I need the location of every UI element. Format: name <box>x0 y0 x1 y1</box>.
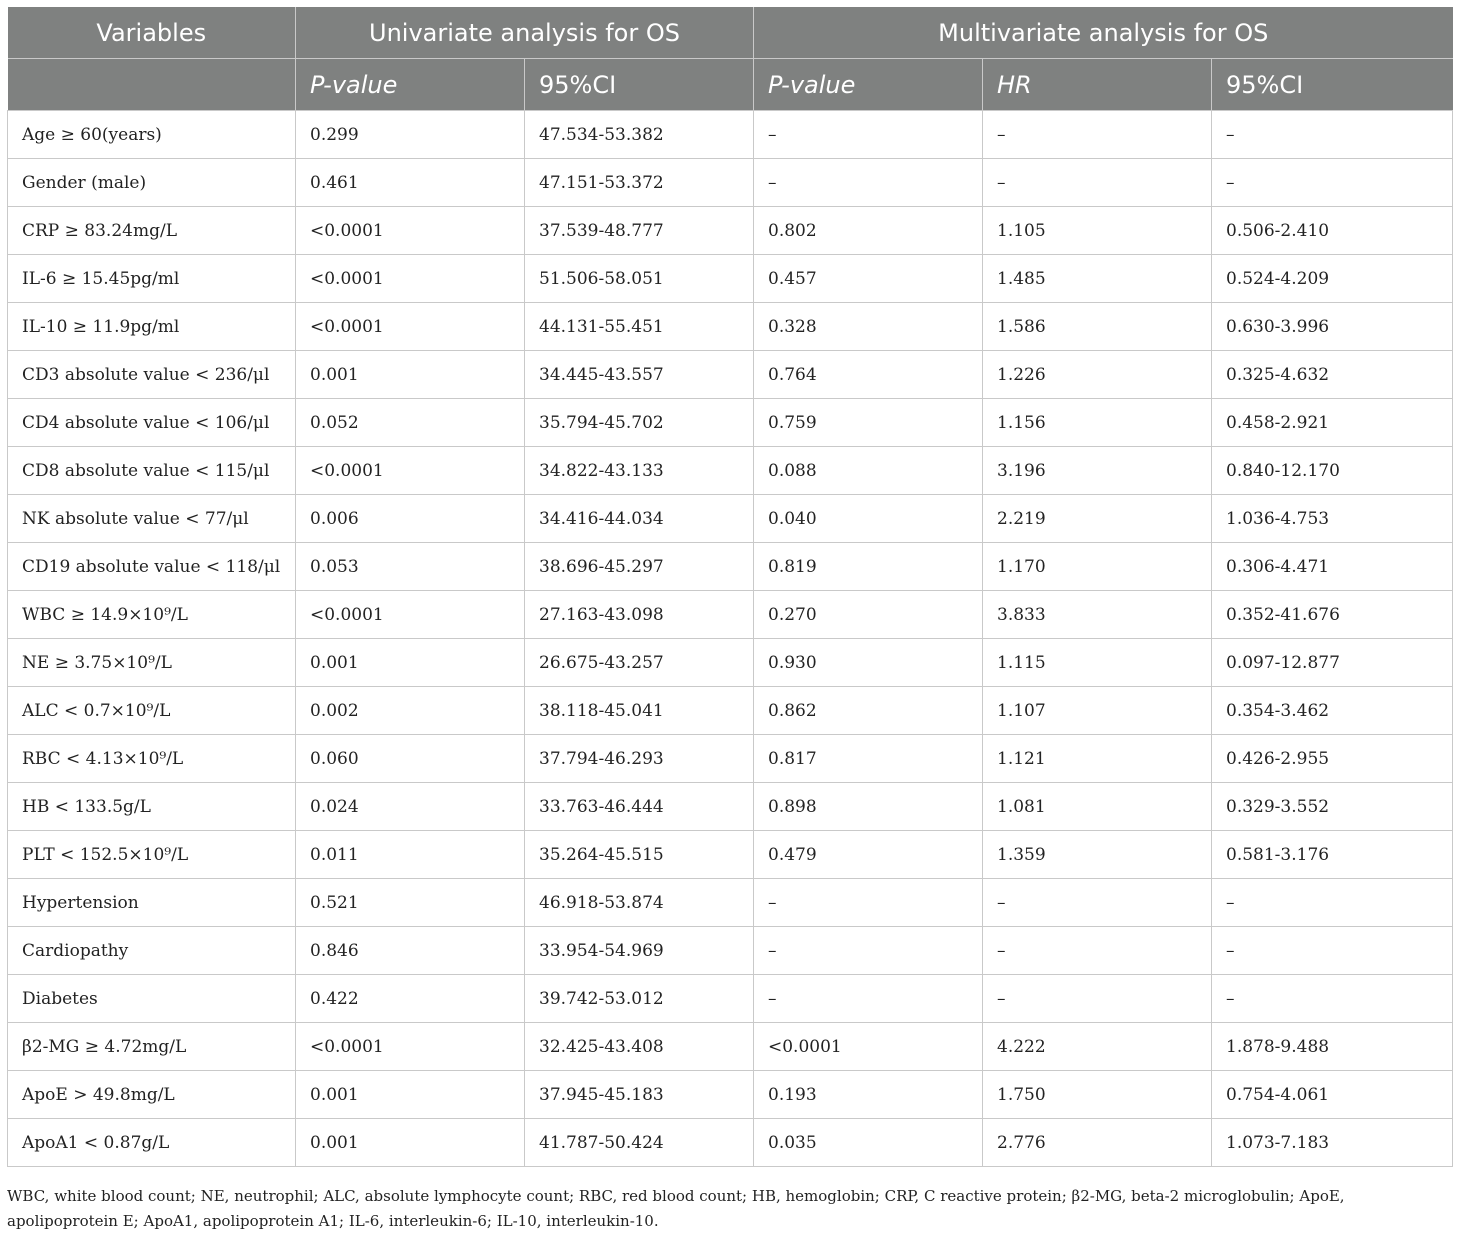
cell-multi-hr: 1.081 <box>983 783 1212 831</box>
cell-multi-pvalue: – <box>754 111 983 159</box>
cell-multi-pvalue: 0.930 <box>754 639 983 687</box>
header-multi-pvalue: P-value <box>754 59 983 111</box>
cell-uni-pvalue: 0.461 <box>296 159 525 207</box>
table-row <box>8 159 1453 207</box>
cell-variable: ApoA1 < 0.87g/L <box>8 1119 296 1167</box>
cell-uni-ci: 37.794-46.293 <box>525 735 754 783</box>
cell-uni-ci: 37.539-48.777 <box>525 207 754 255</box>
cell-multi-hr: 1.170 <box>983 543 1212 591</box>
table-row <box>8 303 1453 351</box>
cell-multi-ci: – <box>1212 111 1453 159</box>
header-uni-ci: 95%CI <box>525 59 754 111</box>
cell-multi-pvalue: – <box>754 879 983 927</box>
cell-uni-ci: 46.918-53.874 <box>525 879 754 927</box>
table-row <box>8 735 1453 783</box>
cell-uni-ci: 33.954-54.969 <box>525 927 754 975</box>
cell-variable: CRP ≥ 83.24mg/L <box>8 207 296 255</box>
cell-uni-ci: 41.787-50.424 <box>525 1119 754 1167</box>
cell-variable: HB < 133.5g/L <box>8 783 296 831</box>
cell-multi-pvalue: 0.035 <box>754 1119 983 1167</box>
cell-multi-ci: 0.325-4.632 <box>1212 351 1453 399</box>
cell-uni-pvalue: 0.052 <box>296 399 525 447</box>
header-blank <box>8 59 296 111</box>
cell-variable: PLT < 152.5×10⁹/L <box>8 831 296 879</box>
cell-uni-pvalue: 0.053 <box>296 543 525 591</box>
cell-multi-pvalue: 0.479 <box>754 831 983 879</box>
cell-multi-hr: 1.359 <box>983 831 1212 879</box>
table-row <box>8 975 1453 1023</box>
cell-multi-hr: – <box>983 879 1212 927</box>
cell-multi-ci: – <box>1212 975 1453 1023</box>
cell-multi-ci: 1.878-9.488 <box>1212 1023 1453 1071</box>
cell-multi-ci: – <box>1212 927 1453 975</box>
cell-multi-hr: 1.156 <box>983 399 1212 447</box>
cell-multi-hr: 1.586 <box>983 303 1212 351</box>
os-analysis-table <box>7 7 1453 1167</box>
cell-multi-pvalue: 0.088 <box>754 447 983 495</box>
header-multi-ci: 95%CI <box>1212 59 1453 111</box>
cell-uni-pvalue: <0.0001 <box>296 591 525 639</box>
cell-multi-pvalue: 0.764 <box>754 351 983 399</box>
cell-multi-ci: 0.306-4.471 <box>1212 543 1453 591</box>
table-row <box>8 207 1453 255</box>
cell-uni-pvalue: 0.422 <box>296 975 525 1023</box>
cell-uni-ci: 38.696-45.297 <box>525 543 754 591</box>
cell-variable: ApoE > 49.8mg/L <box>8 1071 296 1119</box>
cell-multi-pvalue: – <box>754 975 983 1023</box>
cell-multi-pvalue: – <box>754 927 983 975</box>
table-row <box>8 591 1453 639</box>
cell-variable: Cardiopathy <box>8 927 296 975</box>
cell-multi-ci: 0.524-4.209 <box>1212 255 1453 303</box>
cell-uni-ci: 34.416-44.034 <box>525 495 754 543</box>
table-row <box>8 111 1453 159</box>
cell-variable: NE ≥ 3.75×10⁹/L <box>8 639 296 687</box>
header-multivariate: Multivariate analysis for OS <box>754 7 1453 59</box>
table-footnote: WBC, white blood count; NE, neutrophil; ALC, absolute lymphocyte count; RBC, red blood count; HB, hemoglobin; CRP, C reactive protein; β2-MG, beta-2 microglobulin; ApoE, apolipoprotein E; ApoA1, apolipoprotein A1; IL-6, interleukin-6; IL-10, interleukin-10. <box>7 1187 1345 1230</box>
table-row <box>8 351 1453 399</box>
cell-uni-pvalue: 0.024 <box>296 783 525 831</box>
cell-multi-ci: 0.506-2.410 <box>1212 207 1453 255</box>
table-row <box>8 687 1453 735</box>
table-row <box>8 399 1453 447</box>
cell-uni-ci: 26.675-43.257 <box>525 639 754 687</box>
cell-uni-pvalue: 0.299 <box>296 111 525 159</box>
header-univariate: Univariate analysis for OS <box>296 7 754 59</box>
cell-multi-hr: 4.222 <box>983 1023 1212 1071</box>
cell-uni-pvalue: <0.0001 <box>296 1023 525 1071</box>
cell-multi-pvalue: 0.270 <box>754 591 983 639</box>
table-row <box>8 783 1453 831</box>
cell-multi-ci: 0.581-3.176 <box>1212 831 1453 879</box>
cell-multi-pvalue: <0.0001 <box>754 1023 983 1071</box>
cell-variable: Diabetes <box>8 975 296 1023</box>
cell-multi-hr: 1.107 <box>983 687 1212 735</box>
cell-uni-ci: 35.264-45.515 <box>525 831 754 879</box>
cell-multi-hr: – <box>983 927 1212 975</box>
header-multi-hr: HR <box>983 59 1212 111</box>
cell-uni-pvalue: 0.060 <box>296 735 525 783</box>
cell-multi-hr: – <box>983 111 1212 159</box>
cell-uni-ci: 51.506-58.051 <box>525 255 754 303</box>
cell-uni-pvalue: <0.0001 <box>296 255 525 303</box>
cell-uni-pvalue: 0.001 <box>296 639 525 687</box>
cell-uni-pvalue: 0.001 <box>296 1119 525 1167</box>
cell-multi-ci: 0.754-4.061 <box>1212 1071 1453 1119</box>
header-uni-pvalue: P-value <box>296 59 525 111</box>
cell-multi-hr: 1.121 <box>983 735 1212 783</box>
cell-multi-hr: 1.750 <box>983 1071 1212 1119</box>
cell-variable: β2-MG ≥ 4.72mg/L <box>8 1023 296 1071</box>
cell-multi-hr: 1.105 <box>983 207 1212 255</box>
table-header <box>8 7 1453 111</box>
table-row <box>8 1119 1453 1167</box>
table-row <box>8 639 1453 687</box>
cell-multi-pvalue: 0.819 <box>754 543 983 591</box>
cell-multi-pvalue: 0.457 <box>754 255 983 303</box>
cell-uni-ci: 37.945-45.183 <box>525 1071 754 1119</box>
table-row <box>8 255 1453 303</box>
cell-variable: CD3 absolute value < 236/μl <box>8 351 296 399</box>
cell-uni-pvalue: 0.846 <box>296 927 525 975</box>
cell-uni-ci: 27.163-43.098 <box>525 591 754 639</box>
cell-multi-pvalue: 0.040 <box>754 495 983 543</box>
cell-uni-ci: 33.763-46.444 <box>525 783 754 831</box>
table-row <box>8 447 1453 495</box>
cell-multi-pvalue: 0.862 <box>754 687 983 735</box>
cell-multi-ci: 0.426-2.955 <box>1212 735 1453 783</box>
cell-multi-ci: 0.630-3.996 <box>1212 303 1453 351</box>
cell-variable: IL-6 ≥ 15.45pg/ml <box>8 255 296 303</box>
table-row <box>8 495 1453 543</box>
cell-variable: ALC < 0.7×10⁹/L <box>8 687 296 735</box>
cell-multi-ci: 0.329-3.552 <box>1212 783 1453 831</box>
cell-variable: CD4 absolute value < 106/μl <box>8 399 296 447</box>
cell-uni-pvalue: 0.521 <box>296 879 525 927</box>
cell-multi-hr: 2.219 <box>983 495 1212 543</box>
cell-uni-pvalue: <0.0001 <box>296 447 525 495</box>
cell-multi-ci: 0.840-12.170 <box>1212 447 1453 495</box>
cell-variable: WBC ≥ 14.9×10⁹/L <box>8 591 296 639</box>
cell-uni-pvalue: <0.0001 <box>296 207 525 255</box>
table-row <box>8 831 1453 879</box>
table-row <box>8 927 1453 975</box>
cell-multi-hr: 3.196 <box>983 447 1212 495</box>
cell-uni-pvalue: 0.001 <box>296 351 525 399</box>
header-variables: Variables <box>8 7 296 59</box>
cell-multi-ci: 1.036-4.753 <box>1212 495 1453 543</box>
cell-uni-ci: 34.445-43.557 <box>525 351 754 399</box>
cell-variable: CD8 absolute value < 115/μl <box>8 447 296 495</box>
cell-multi-hr: 1.485 <box>983 255 1212 303</box>
cell-uni-ci: 44.131-55.451 <box>525 303 754 351</box>
cell-multi-pvalue: 0.802 <box>754 207 983 255</box>
cell-uni-ci: 47.151-53.372 <box>525 159 754 207</box>
cell-uni-ci: 39.742-53.012 <box>525 975 754 1023</box>
cell-multi-pvalue: 0.817 <box>754 735 983 783</box>
cell-uni-ci: 47.534-53.382 <box>525 111 754 159</box>
cell-multi-pvalue: 0.328 <box>754 303 983 351</box>
cell-multi-pvalue: 0.898 <box>754 783 983 831</box>
cell-multi-hr: – <box>983 975 1212 1023</box>
cell-multi-hr: 1.226 <box>983 351 1212 399</box>
cell-multi-hr: 1.115 <box>983 639 1212 687</box>
cell-uni-pvalue: <0.0001 <box>296 303 525 351</box>
cell-uni-ci: 38.118-45.041 <box>525 687 754 735</box>
cell-multi-pvalue: 0.759 <box>754 399 983 447</box>
cell-variable: IL-10 ≥ 11.9pg/ml <box>8 303 296 351</box>
cell-multi-ci: 0.352-41.676 <box>1212 591 1453 639</box>
cell-uni-pvalue: 0.006 <box>296 495 525 543</box>
table-row <box>8 1071 1453 1119</box>
cell-variable: Hypertension <box>8 879 296 927</box>
table-body <box>8 111 1453 1167</box>
cell-uni-pvalue: 0.002 <box>296 687 525 735</box>
cell-multi-ci: 0.354-3.462 <box>1212 687 1453 735</box>
cell-multi-pvalue: 0.193 <box>754 1071 983 1119</box>
cell-uni-pvalue: 0.001 <box>296 1071 525 1119</box>
cell-multi-ci: 0.097-12.877 <box>1212 639 1453 687</box>
cell-uni-ci: 34.822-43.133 <box>525 447 754 495</box>
cell-uni-ci: 32.425-43.408 <box>525 1023 754 1071</box>
cell-multi-ci: – <box>1212 159 1453 207</box>
table-row <box>8 879 1453 927</box>
cell-variable: Age ≥ 60(years) <box>8 111 296 159</box>
cell-variable: CD19 absolute value < 118/μl <box>8 543 296 591</box>
cell-multi-ci: 0.458-2.921 <box>1212 399 1453 447</box>
cell-uni-ci: 35.794-45.702 <box>525 399 754 447</box>
cell-variable: Gender (male) <box>8 159 296 207</box>
cell-multi-pvalue: – <box>754 159 983 207</box>
cell-variable: NK absolute value < 77/μl <box>8 495 296 543</box>
cell-multi-ci: – <box>1212 879 1453 927</box>
results-table-container <box>7 7 1452 1167</box>
table-row <box>8 543 1453 591</box>
table-row <box>8 1023 1453 1071</box>
cell-uni-pvalue: 0.011 <box>296 831 525 879</box>
cell-multi-ci: 1.073-7.183 <box>1212 1119 1453 1167</box>
cell-multi-hr: 2.776 <box>983 1119 1212 1167</box>
cell-multi-hr: 3.833 <box>983 591 1212 639</box>
cell-variable: RBC < 4.13×10⁹/L <box>8 735 296 783</box>
cell-multi-hr: – <box>983 159 1212 207</box>
